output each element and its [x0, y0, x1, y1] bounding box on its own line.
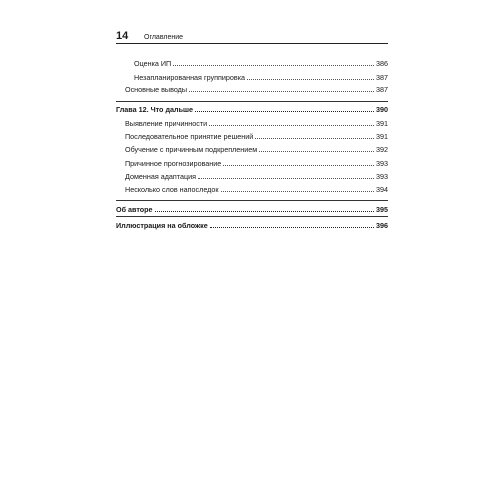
toc-chapter-entry[interactable] — [116, 221, 388, 230]
toc-chapter-entry[interactable] — [116, 105, 388, 114]
toc-separator — [116, 101, 388, 102]
toc-entry[interactable] — [125, 159, 388, 168]
toc-entry-title: Незапланированная группировка — [134, 73, 245, 82]
toc-entry[interactable] — [125, 132, 388, 141]
dot-leader — [198, 178, 374, 179]
toc-separator — [116, 200, 388, 201]
toc-entry[interactable] — [125, 145, 388, 154]
toc-entry-title: Последовательное принятие решений — [125, 132, 254, 141]
toc-entry-title: Выявление причинности — [125, 119, 208, 128]
toc-entry-page: 391 — [376, 119, 388, 128]
header-rule — [116, 43, 388, 44]
dot-leader — [221, 191, 374, 192]
toc-entry-page: 391 — [376, 132, 388, 141]
toc-entry-page: 393 — [376, 159, 388, 168]
toc-entry-page: 395 — [376, 205, 388, 214]
running-head — [116, 30, 388, 42]
toc-entry[interactable] — [125, 119, 388, 128]
toc-entry-title: Несколько слов напоследок — [125, 185, 219, 194]
toc-entry[interactable] — [125, 85, 388, 94]
section-name: Оглавление — [144, 34, 184, 41]
dot-leader — [195, 111, 374, 112]
dot-leader — [247, 79, 374, 80]
toc-chapter-entry[interactable] — [116, 205, 388, 214]
toc-entry[interactable] — [125, 185, 388, 194]
toc-entry[interactable] — [125, 172, 388, 181]
toc-entry-page: 387 — [376, 73, 388, 82]
toc-entry-page: 386 — [376, 59, 388, 68]
toc-entry-page: 392 — [376, 145, 388, 154]
dot-leader — [155, 211, 374, 212]
dot-leader — [210, 227, 374, 228]
toc-entry-title: Обучение с причинным подкреплением — [125, 145, 258, 154]
toc-entry-title: Оценка ИП — [134, 59, 172, 68]
dot-leader — [173, 65, 374, 66]
dot-leader — [189, 91, 374, 92]
toc-entry-title: Доменная адаптация — [125, 172, 197, 181]
toc-entry-title: Причинное прогнозирование — [125, 159, 222, 168]
toc-entry-page: 394 — [376, 185, 388, 194]
toc-entry-page: 387 — [376, 85, 388, 94]
dot-leader — [209, 125, 374, 126]
toc-entry-title: Иллюстрация на обложке — [116, 221, 208, 230]
toc-entry-title: Основные выводы — [125, 85, 188, 94]
toc-entry-title: Глава 12. Что дальше — [116, 105, 193, 114]
toc-separator — [116, 216, 388, 217]
page-number: 14 — [116, 30, 129, 42]
dot-leader — [259, 151, 374, 152]
toc-entry-page: 393 — [376, 172, 388, 181]
toc-entry-page: 390 — [376, 105, 388, 114]
toc-entry-page: 396 — [376, 221, 388, 230]
dot-leader — [223, 165, 374, 166]
toc-entry-title: Об авторе — [116, 205, 153, 214]
toc-entry[interactable] — [134, 73, 388, 82]
toc-entry[interactable] — [134, 59, 388, 68]
dot-leader — [255, 138, 374, 139]
